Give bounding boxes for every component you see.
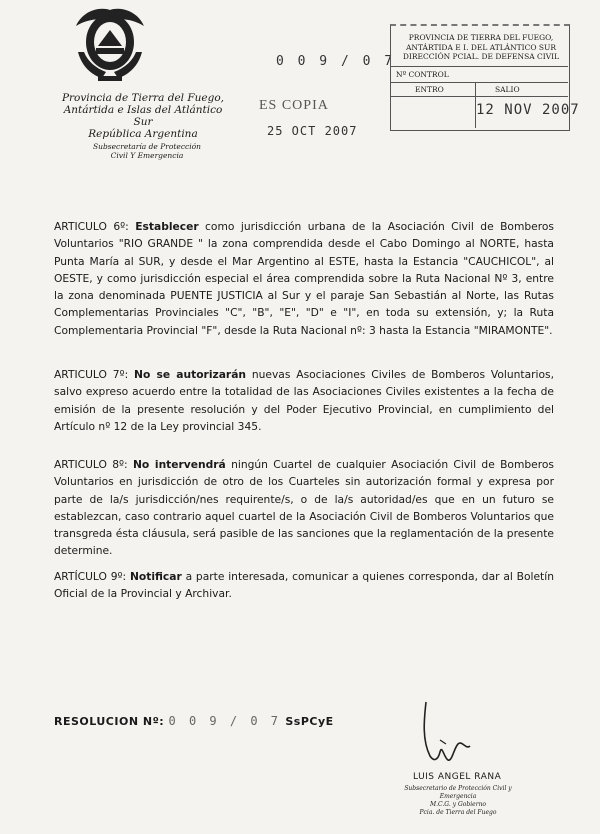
article-verb: No se autorizarán <box>134 368 247 381</box>
article-text: nuevas Asociaciones Civiles de Bomberos Voluntarios, salvo expreso acuerdo entre la totalidad de las Asociaciones Civiles existentes a la fecha de emisión de la presente resolución y del Poder Ejecutivo Provincial, en cumplimiento del Artículo nº 12 de la Ley provincial 345. <box>54 368 555 433</box>
article-verb: Notificar <box>129 570 182 583</box>
stamp-divider <box>391 96 568 97</box>
stamp-divider <box>391 66 568 67</box>
article-verb: No intervendrá <box>132 458 226 471</box>
handwritten-signature-icon <box>418 700 478 770</box>
stamp-date: 25 OCT 2007 <box>267 124 358 138</box>
control-stamp-title <box>394 33 568 62</box>
provincial-crest-icon <box>68 6 152 86</box>
control-stamp-line-2: ANTÁRTIDA E I. DEL ATLÁNTICO SUR <box>405 42 557 52</box>
header-line-1: Provincia de Tierra del Fuego, <box>61 92 225 104</box>
salio-label: SALIO <box>495 85 520 94</box>
article-verb: Establecer <box>135 220 199 233</box>
sub-line-1: Subsecretaría de Protección <box>93 142 201 151</box>
resolution-suffix: SsPCyE <box>285 715 334 728</box>
stamp-number: 0 0 9 / 0 7 <box>276 54 396 69</box>
article-text: a parte interesada, comunicar a quienes corresponda, dar al Boletín Oficial de la Provincial y Archivar. <box>54 570 554 601</box>
article-7 <box>54 366 554 435</box>
header-line-3: República Argentina <box>88 128 198 140</box>
entro-label: ENTRO <box>415 85 444 94</box>
sub-line-2: Civil Y Emergencia <box>110 151 184 160</box>
article-9 <box>54 568 554 603</box>
article-label: ARTICULO 8º: <box>54 458 133 471</box>
stamp-divider <box>391 82 568 83</box>
signatory-role-1: Subsecretario de Protección Civil y Emergencia <box>404 785 512 800</box>
signatory-role <box>393 785 523 817</box>
article-8 <box>54 456 554 560</box>
stamp-copia: ES COPIA <box>259 98 329 113</box>
article-text: ningún Cuartel de cualquier Asociación Civil de Bomberos Voluntarios en jurisdicción de otro de los Cuarteles sin autorización formal y expresa por parte de la/s jurisdicción/nes requirente/s, o de la/s autoridad/es que en un futuro se establezcan, caso contrario aquel cuartel de la Asociación Civil de Bomberos Voluntarios que transgreda ésta cláusula, será pasible de las sanciones que la reglamentación de la presente determine. <box>54 458 554 558</box>
signatory-name: LUIS ANGEL RANA <box>413 772 502 782</box>
header-line-2: Antártida e Islas del Atlántico Sur <box>63 104 223 128</box>
signatory-role-2: M.C.G. y Gobierno <box>429 801 487 808</box>
control-stamp-date: 12 NOV 2007 <box>476 102 580 118</box>
signatory-role-3: Pcia. de Tierra del Fuego <box>419 809 497 816</box>
article-6 <box>54 218 554 339</box>
header-subsecretaria <box>82 142 212 160</box>
resolution-line <box>54 714 334 728</box>
article-label: ARTÍCULO 9º: <box>54 570 130 583</box>
article-label: ARTICULO 7º: <box>54 368 135 381</box>
article-label: ARTICULO 6º: <box>54 220 136 233</box>
resolution-label: RESOLUCION Nº: <box>54 715 165 728</box>
control-label: Nº CONTROL <box>396 70 449 79</box>
control-stamp-line-3: DIRECCIÓN PCIAL. DE DEFENSA CIVIL <box>402 52 560 61</box>
resolution-number: 0 0 9 / 0 7 <box>168 714 281 728</box>
header-province <box>58 92 228 140</box>
article-text: como jurisdicción urbana de la Asociación Civil de Bomberos Voluntarios "RIO GRANDE " la zona comprendida desde el Cabo Domingo al NORTE, hasta Punta María al SUR, y desde el Mar Argentino al ESTE, hasta la Estancia "CAUCHICOL", al OESTE, y como jurisdicción especial el área comprendida sobre la Ruta Nacional Nº 3, entre la zona denominada PUENTE JUSTICIA al Sur y el paraje San Sebastián al Norte, las Rutas Complementarias Provinciales "C", "B", "E", "D" e "I", en toda su extensión, y; la Ruta Complementaria Provincial "F", desde la Ruta Nacional nº: 3 hasta la Estancia "MIRAMONTE". <box>54 220 554 337</box>
control-stamp-line-1: PROVINCIA DE TIERRA DEL FUEGO, <box>408 33 554 42</box>
